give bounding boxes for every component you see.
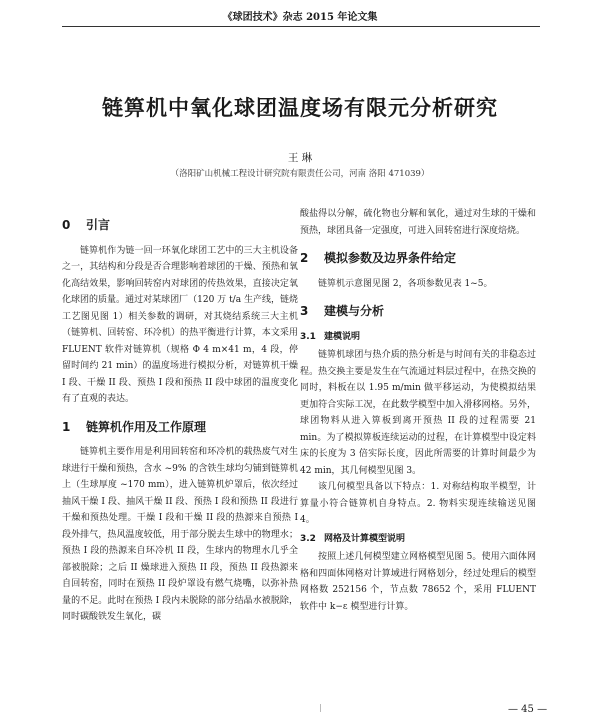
author: 王 琳: [287, 152, 313, 164]
running-header: 《球团技术》杂志 2015 年论文集: [222, 12, 378, 23]
right-column: [300, 206, 536, 615]
paragraph: 链箅机作为链一回一环氧化球团工艺中的三大主机设备之一，其结构和分段是否合理影响着球团的干燥、预热和氧化高结效果，影响回转窑内对球团的传热效果，直接决定氧化球团的质量。通过对某球团厂（120 万 t/a 生产线，链烧工艺图见图 1）相关参数的调研，对其烧结系统三大主机（链箅机、回转窑、环冷机）的热平衡进行计算，本文采用 FLUENT 软件对链箅机（规格 Φ 4 m×41 m，4 段，停留时间约 21 min）的温度场进行模拟分析，对链箅机干燥 I 段、干燥 II 段、预热 I 段和预热 II 段中球团的温度变化有了直观的表达。: [62, 245, 298, 404]
subsection-number: 3.1: [300, 331, 316, 342]
paragraph: 链箅机球团与热介质的热分析是与时间有关的非稳态过程。热交换主要是发生在气流通过料层过程中，在热交换的同时，料板在以 1.95 m/min 做平移运动，为使模拟结果更加符合实际工况，在此数学模型中加入滑移网格。另外，球团物料从进入箅板到离开预热 II 段的过程需要 21 min。为了模拟箅板连续运动的过程，在计算模型中设定料床的长度为 3 倍实际长度，因此所需要的计算时间最少为 42 min，其几何模型见图 3。: [300, 350, 536, 476]
fold-mark: [320, 704, 325, 712]
header-rule: [62, 26, 540, 27]
paragraph: 按照上述几何模型建立网格模型见图 5。使用六面体网格和四面体网格对计算域进行网格划分，经过处理后的模型网格数 252156 个，节点数 78652 个，采用 FLUENT 软件中 k−ε 模型进行计算。: [300, 552, 536, 612]
section-title: 建模与分析: [324, 304, 385, 318]
section-number: 2: [300, 251, 309, 265]
paragraph: 该几何模型具备以下特点：1. 对称结构取半模型，计算量小符合链箅机自身特点。2. 物料实现连续输送见图 4。: [300, 482, 536, 525]
paragraph: 链箅机示意图见图 2，各项参数见表 1~5。: [318, 278, 493, 289]
section-heading: [62, 217, 298, 234]
section-title: 链箅机作用及工作原理: [86, 419, 207, 434]
section-number: 3: [300, 304, 309, 318]
subsection-heading: [300, 329, 536, 346]
section-heading: [300, 303, 536, 320]
affiliation: （洛阳矿山机械工程设计研究院有限责任公司，河南 洛阳 471039）: [170, 169, 430, 179]
section-title: 模拟参数及边界条件给定: [324, 251, 457, 265]
section-number: 1: [62, 419, 71, 434]
paragraph: 链箅机主要作用是利用回转窑和环冷机的载热废气对生球进行干燥和预热，含水 ~9% 的含铁生球均匀铺到链箅机上（生球厚度 ~170 mm），进入链箅机炉罩后，依次经过抽风干燥 I 段、抽风干燥 II 段、预热 I 段和预热 II 段进行干燥和预热处理。干燥 I 段和干燥 II 段的热源来自预热 I 段外排气，热风温度较低，用于部分脱去生球中的物理水；预热 I 段的热源来自环冷机 II 段，生球内的物理水几乎全部被脱除；之后 II 燥球进入预热 II 段，预热 II 段热源来自回转窑，同时在预热 II 段炉罩设有燃气烧嘴，以弥补热量的不足。此时在预热 I 段内未脱除的部分结晶水被脱除，同时碳酸铁发生氧化，碳: [62, 447, 298, 622]
section-number: 0: [62, 218, 71, 232]
paper-title: 链箅机中氧化球团温度场有限元分析研究: [102, 95, 498, 120]
subsection-heading: [300, 531, 536, 548]
page-number: — 45 —: [508, 704, 548, 715]
subsection-title: 建模说明: [324, 331, 361, 342]
paragraph-continued: 酸盐得以分解，硫化物也分解和氧化，通过对生球的干燥和预热，球团具备一定强度，可进入回转窑进行深度焙烧。: [300, 209, 536, 236]
subsection-number: 3.2: [300, 533, 316, 544]
left-column: [62, 206, 298, 626]
section-heading: [62, 419, 298, 436]
section-title: 引言: [86, 218, 111, 232]
section-heading: [300, 250, 536, 267]
subsection-title: 网格及计算模型说明: [324, 533, 406, 544]
